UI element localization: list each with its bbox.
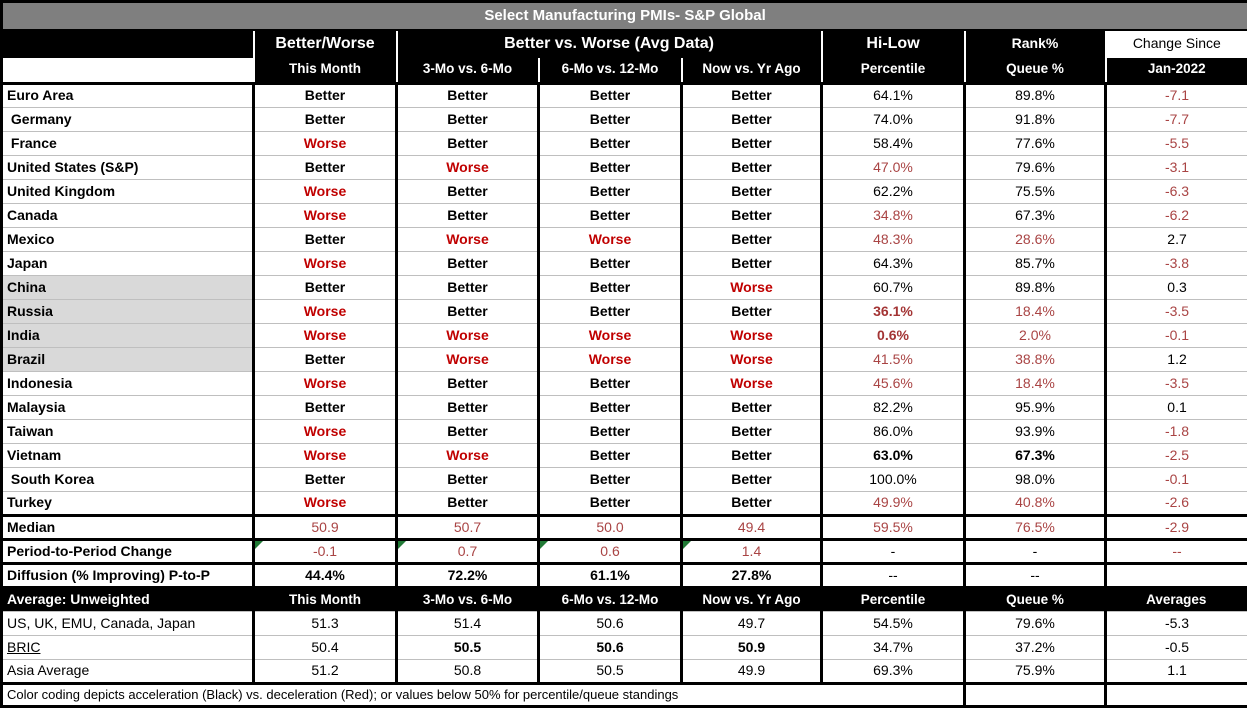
cell-6mo-vs-12mo: 61.1% (539, 564, 682, 588)
cell-this-month: Worse (254, 420, 397, 444)
cell-this-month: 51.3 (254, 612, 397, 636)
row-malaysia (2, 396, 1247, 420)
cell-3mo-vs-6mo: Better (397, 300, 539, 324)
col-3mo-vs-6mo: 3-Mo vs. 6-Mo (397, 58, 539, 84)
cell-6mo-vs-12mo: Better (539, 420, 682, 444)
cell-change-since: -6.3 (1106, 180, 1247, 204)
cell-percentile: 54.5% (822, 612, 965, 636)
cell-now-vs-yr-ago: 50.9 (682, 636, 822, 660)
cell-change-since: -7.1 (1106, 84, 1247, 108)
cell-now-vs-yr-ago: Worse (682, 348, 822, 372)
cell-now-vs-yr-ago: Better (682, 84, 822, 108)
cell-now-vs-yr-ago: Better (682, 300, 822, 324)
cell-change-since: -2.9 (1106, 516, 1247, 540)
avg-col-6mo-vs-12mo: 6-Mo vs. 12-Mo (539, 588, 682, 612)
cell-change-since: -3.5 (1106, 372, 1247, 396)
row-label: Period-to-Period Change (2, 540, 254, 564)
cell-6mo-vs-12mo: Worse (539, 228, 682, 252)
table-header (2, 2, 1247, 84)
cell-6mo-vs-12mo: 50.0 (539, 516, 682, 540)
row-bric (2, 636, 1247, 660)
cell-now-vs-yr-ago: Better (682, 228, 822, 252)
avg-col-now-vs-yr-ago: Now vs. Yr Ago (682, 588, 822, 612)
cell-change-since: -0.1 (1106, 468, 1247, 492)
cell-now-vs-yr-ago: Worse (682, 372, 822, 396)
group-better-worse: Better/Worse (254, 30, 397, 58)
cell-now-vs-yr-ago: Better (682, 132, 822, 156)
cell-3mo-vs-6mo: Worse (397, 324, 539, 348)
cell-queue-pct: 2.0% (965, 324, 1106, 348)
row-euro-area (2, 84, 1247, 108)
cell-3mo-vs-6mo: Better (397, 84, 539, 108)
row-brazil (2, 348, 1247, 372)
row-label: Japan (2, 252, 254, 276)
cell-now-vs-yr-ago: Better (682, 396, 822, 420)
cell-now-vs-yr-ago: Better (682, 156, 822, 180)
cell-percentile: 0.6% (822, 324, 965, 348)
row-asia-average (2, 660, 1247, 684)
row-label: Malaysia (2, 396, 254, 420)
row-turkey (2, 492, 1247, 516)
cell-6mo-vs-12mo: Better (539, 156, 682, 180)
row-china (2, 276, 1247, 300)
cell-this-month: 44.4% (254, 564, 397, 588)
avg-col-this-month: This Month (254, 588, 397, 612)
row-diffusion-improving-p-to-p (2, 564, 1247, 588)
cell-3mo-vs-6mo: Better (397, 180, 539, 204)
cell-change-since: -3.5 (1106, 300, 1247, 324)
average-header-row (2, 588, 1247, 612)
cell-queue-pct: - (965, 540, 1106, 564)
cell-3mo-vs-6mo: 51.4 (397, 612, 539, 636)
average-unweighted-label: Average: Unweighted (2, 588, 254, 612)
cell-6mo-vs-12mo: Better (539, 396, 682, 420)
cell-3mo-vs-6mo: Better (397, 372, 539, 396)
row-label: Euro Area (2, 84, 254, 108)
cell-now-vs-yr-ago: Worse (682, 324, 822, 348)
cell-this-month: Better (254, 156, 397, 180)
group-change-since: Change Since (1106, 30, 1247, 58)
cell-percentile: 47.0% (822, 156, 965, 180)
cell-3mo-vs-6mo: Better (397, 108, 539, 132)
avg-col-averages: Averages (1106, 588, 1247, 612)
group-hi-low: Hi-Low (822, 30, 965, 58)
cell-queue-pct: 79.6% (965, 612, 1106, 636)
avg-col-3mo-vs-6mo: 3-Mo vs. 6-Mo (397, 588, 539, 612)
cell-queue-pct: 37.2% (965, 636, 1106, 660)
cell-queue-pct: 98.0% (965, 468, 1106, 492)
cell-this-month: Better (254, 468, 397, 492)
cell-this-month: Better (254, 348, 397, 372)
cell-3mo-vs-6mo: Better (397, 204, 539, 228)
row-russia (2, 300, 1247, 324)
cell-this-month: Worse (254, 492, 397, 516)
cell-percentile: 74.0% (822, 108, 965, 132)
cell-change-since: -- (1106, 540, 1247, 564)
cell-6mo-vs-12mo: Better (539, 180, 682, 204)
cell-change-since: 1.1 (1106, 660, 1247, 684)
cell-change-since: -3.1 (1106, 156, 1247, 180)
cell-percentile: 34.8% (822, 204, 965, 228)
cell-queue-pct: 67.3% (965, 204, 1106, 228)
cell-this-month: Worse (254, 204, 397, 228)
country-rows (2, 84, 1247, 516)
cell-now-vs-yr-ago: Better (682, 252, 822, 276)
average-section-header (2, 588, 1247, 612)
cell-6mo-vs-12mo: Better (539, 84, 682, 108)
cell-now-vs-yr-ago: 49.4 (682, 516, 822, 540)
cell-now-vs-yr-ago: Better (682, 444, 822, 468)
row-us-uk-emu-canada-japan (2, 612, 1247, 636)
row-label: Taiwan (2, 420, 254, 444)
row-united-kingdom (2, 180, 1247, 204)
row-label: Asia Average (2, 660, 254, 684)
cell-change-since: -2.6 (1106, 492, 1247, 516)
cell-this-month: 50.9 (254, 516, 397, 540)
cell-3mo-vs-6mo: Better (397, 276, 539, 300)
corner-cell (2, 30, 254, 58)
cell-now-vs-yr-ago: 49.9 (682, 660, 822, 684)
avg-col-percentile: Percentile (822, 588, 965, 612)
cell-change-since: -5.5 (1106, 132, 1247, 156)
cell-this-month: Worse (254, 372, 397, 396)
cell-6mo-vs-12mo: 0.6 (539, 540, 682, 564)
cell-queue-pct: 89.8% (965, 276, 1106, 300)
cell-3mo-vs-6mo: Better (397, 468, 539, 492)
row-japan (2, 252, 1247, 276)
cell-percentile: 58.4% (822, 132, 965, 156)
cell-queue-pct: 85.7% (965, 252, 1106, 276)
table-title: Select Manufacturing PMIs- S&P Global (2, 2, 1247, 30)
row-label: South Korea (2, 468, 254, 492)
group-rank: Rank% (965, 30, 1106, 58)
cell-this-month: 50.4 (254, 636, 397, 660)
summary-rows (2, 516, 1247, 588)
cell-change-since: -0.5 (1106, 636, 1247, 660)
cell-queue-pct: 28.6% (965, 228, 1106, 252)
row-united-states-s-p (2, 156, 1247, 180)
cell-6mo-vs-12mo: Worse (539, 348, 682, 372)
cell-3mo-vs-6mo: Worse (397, 156, 539, 180)
cell-change-since (1106, 564, 1247, 588)
cell-3mo-vs-6mo: Worse (397, 348, 539, 372)
cell-this-month: Worse (254, 444, 397, 468)
title-row (2, 2, 1247, 30)
cell-this-month: Better (254, 396, 397, 420)
cell-3mo-vs-6mo: 0.7 (397, 540, 539, 564)
cell-now-vs-yr-ago: Better (682, 468, 822, 492)
cell-3mo-vs-6mo: Better (397, 492, 539, 516)
cell-percentile: -- (822, 564, 965, 588)
row-south-korea (2, 468, 1247, 492)
col-now-vs-yr-ago: Now vs. Yr Ago (682, 58, 822, 84)
cell-3mo-vs-6mo: Worse (397, 228, 539, 252)
cell-6mo-vs-12mo: Better (539, 252, 682, 276)
cell-percentile: 45.6% (822, 372, 965, 396)
col-jan-2022: Jan-2022 (1106, 58, 1247, 84)
col-this-month: This Month (254, 58, 397, 84)
blank-cell (2, 58, 254, 84)
row-france (2, 132, 1247, 156)
row-vietnam (2, 444, 1247, 468)
row-label: US, UK, EMU, Canada, Japan (2, 612, 254, 636)
cell-queue-pct: -- (965, 564, 1106, 588)
cell-this-month: Worse (254, 180, 397, 204)
sub-header-row (2, 58, 1247, 84)
cell-3mo-vs-6mo: 50.8 (397, 660, 539, 684)
footnote-row (2, 684, 1247, 707)
cell-this-month: 51.2 (254, 660, 397, 684)
cell-this-month: Better (254, 228, 397, 252)
cell-this-month: Better (254, 108, 397, 132)
cell-6mo-vs-12mo: Worse (539, 324, 682, 348)
cell-percentile: 82.2% (822, 396, 965, 420)
cell-6mo-vs-12mo: Better (539, 444, 682, 468)
cell-now-vs-yr-ago: Worse (682, 276, 822, 300)
cell-this-month: Better (254, 84, 397, 108)
cell-6mo-vs-12mo: Better (539, 300, 682, 324)
cell-change-since: -6.2 (1106, 204, 1247, 228)
cell-3mo-vs-6mo: Better (397, 420, 539, 444)
cell-queue-pct: 77.6% (965, 132, 1106, 156)
cell-percentile: 49.9% (822, 492, 965, 516)
cell-now-vs-yr-ago: 1.4 (682, 540, 822, 564)
cell-change-since: 2.7 (1106, 228, 1247, 252)
row-label: France (2, 132, 254, 156)
cell-percentile: 64.1% (822, 84, 965, 108)
row-label: Vietnam (2, 444, 254, 468)
cell-change-since: 0.1 (1106, 396, 1247, 420)
cell-queue-pct: 91.8% (965, 108, 1106, 132)
cell-change-since: -0.1 (1106, 324, 1247, 348)
cell-6mo-vs-12mo: Better (539, 468, 682, 492)
cell-percentile: 62.2% (822, 180, 965, 204)
cell-6mo-vs-12mo: Better (539, 108, 682, 132)
cell-queue-pct: 89.8% (965, 84, 1106, 108)
row-label: Turkey (2, 492, 254, 516)
cell-queue-pct: 18.4% (965, 300, 1106, 324)
cell-3mo-vs-6mo: 50.7 (397, 516, 539, 540)
group-avg-data: Better vs. Worse (Avg Data) (397, 30, 822, 58)
cell-queue-pct: 18.4% (965, 372, 1106, 396)
cell-3mo-vs-6mo: Better (397, 396, 539, 420)
cell-queue-pct: 75.5% (965, 180, 1106, 204)
cell-this-month: Worse (254, 324, 397, 348)
cell-percentile: 69.3% (822, 660, 965, 684)
cell-6mo-vs-12mo: Better (539, 276, 682, 300)
cell-percentile: 60.7% (822, 276, 965, 300)
cell-6mo-vs-12mo: 50.5 (539, 660, 682, 684)
cell-percentile: 48.3% (822, 228, 965, 252)
cell-change-since: 1.2 (1106, 348, 1247, 372)
row-median (2, 516, 1247, 540)
footer-section (2, 684, 1247, 707)
row-label: Indonesia (2, 372, 254, 396)
cell-percentile: - (822, 540, 965, 564)
col-percentile: Percentile (822, 58, 965, 84)
cell-percentile: 41.5% (822, 348, 965, 372)
cell-change-since: -3.8 (1106, 252, 1247, 276)
cell-change-since: -1.8 (1106, 420, 1247, 444)
cell-3mo-vs-6mo: Better (397, 252, 539, 276)
cell-6mo-vs-12mo: 50.6 (539, 636, 682, 660)
row-label: Russia (2, 300, 254, 324)
cell-6mo-vs-12mo: Better (539, 204, 682, 228)
cell-3mo-vs-6mo: Worse (397, 444, 539, 468)
empty-footer-cell-1 (965, 684, 1106, 707)
cell-6mo-vs-12mo: Better (539, 132, 682, 156)
cell-now-vs-yr-ago: 49.7 (682, 612, 822, 636)
cell-6mo-vs-12mo: 50.6 (539, 612, 682, 636)
cell-change-since: -5.3 (1106, 612, 1247, 636)
cell-this-month: Worse (254, 252, 397, 276)
row-indonesia (2, 372, 1247, 396)
row-label: Median (2, 516, 254, 540)
cell-queue-pct: 93.9% (965, 420, 1106, 444)
cell-queue-pct: 95.9% (965, 396, 1106, 420)
cell-now-vs-yr-ago: Better (682, 108, 822, 132)
cell-queue-pct: 79.6% (965, 156, 1106, 180)
cell-change-since: -2.5 (1106, 444, 1247, 468)
cell-queue-pct: 38.8% (965, 348, 1106, 372)
row-label: Germany (2, 108, 254, 132)
cell-3mo-vs-6mo: 50.5 (397, 636, 539, 660)
cell-3mo-vs-6mo: Better (397, 132, 539, 156)
group-header-row (2, 30, 1247, 58)
row-mexico (2, 228, 1247, 252)
cell-now-vs-yr-ago: Better (682, 204, 822, 228)
row-label: BRIC (2, 636, 254, 660)
cell-queue-pct: 76.5% (965, 516, 1106, 540)
cell-this-month: -0.1 (254, 540, 397, 564)
footnote-text: Color coding depicts acceleration (Black) vs. deceleration (Red); or values below 50% for percentile/queue standings (2, 684, 965, 707)
row-label: Canada (2, 204, 254, 228)
empty-footer-cell-2 (1106, 684, 1247, 707)
cell-queue-pct: 40.8% (965, 492, 1106, 516)
cell-change-since: -7.7 (1106, 108, 1247, 132)
row-label: Mexico (2, 228, 254, 252)
cell-percentile: 86.0% (822, 420, 965, 444)
cell-now-vs-yr-ago: Better (682, 420, 822, 444)
cell-this-month: Worse (254, 300, 397, 324)
cell-percentile: 64.3% (822, 252, 965, 276)
cell-percentile: 36.1% (822, 300, 965, 324)
row-label: United Kingdom (2, 180, 254, 204)
row-canada (2, 204, 1247, 228)
cell-now-vs-yr-ago: Better (682, 180, 822, 204)
cell-queue-pct: 75.9% (965, 660, 1106, 684)
cell-percentile: 63.0% (822, 444, 965, 468)
row-label: United States (S&P) (2, 156, 254, 180)
cell-now-vs-yr-ago: Better (682, 492, 822, 516)
row-india (2, 324, 1247, 348)
cell-this-month: Better (254, 276, 397, 300)
cell-percentile: 59.5% (822, 516, 965, 540)
row-label: Diffusion (% Improving) P-to-P (2, 564, 254, 588)
row-label: China (2, 276, 254, 300)
col-queue: Queue % (965, 58, 1106, 84)
cell-this-month: Worse (254, 132, 397, 156)
cell-change-since: 0.3 (1106, 276, 1247, 300)
row-taiwan (2, 420, 1247, 444)
row-period-to-period-change (2, 540, 1247, 564)
cell-6mo-vs-12mo: Better (539, 372, 682, 396)
cell-now-vs-yr-ago: 27.8% (682, 564, 822, 588)
col-6mo-vs-12mo: 6-Mo vs. 12-Mo (539, 58, 682, 84)
row-germany (2, 108, 1247, 132)
row-label: India (2, 324, 254, 348)
row-label: Brazil (2, 348, 254, 372)
avg-col-queue: Queue % (965, 588, 1106, 612)
cell-queue-pct: 67.3% (965, 444, 1106, 468)
average-rows (2, 612, 1247, 684)
cell-percentile: 100.0% (822, 468, 965, 492)
cell-3mo-vs-6mo: 72.2% (397, 564, 539, 588)
cell-percentile: 34.7% (822, 636, 965, 660)
cell-6mo-vs-12mo: Better (539, 492, 682, 516)
